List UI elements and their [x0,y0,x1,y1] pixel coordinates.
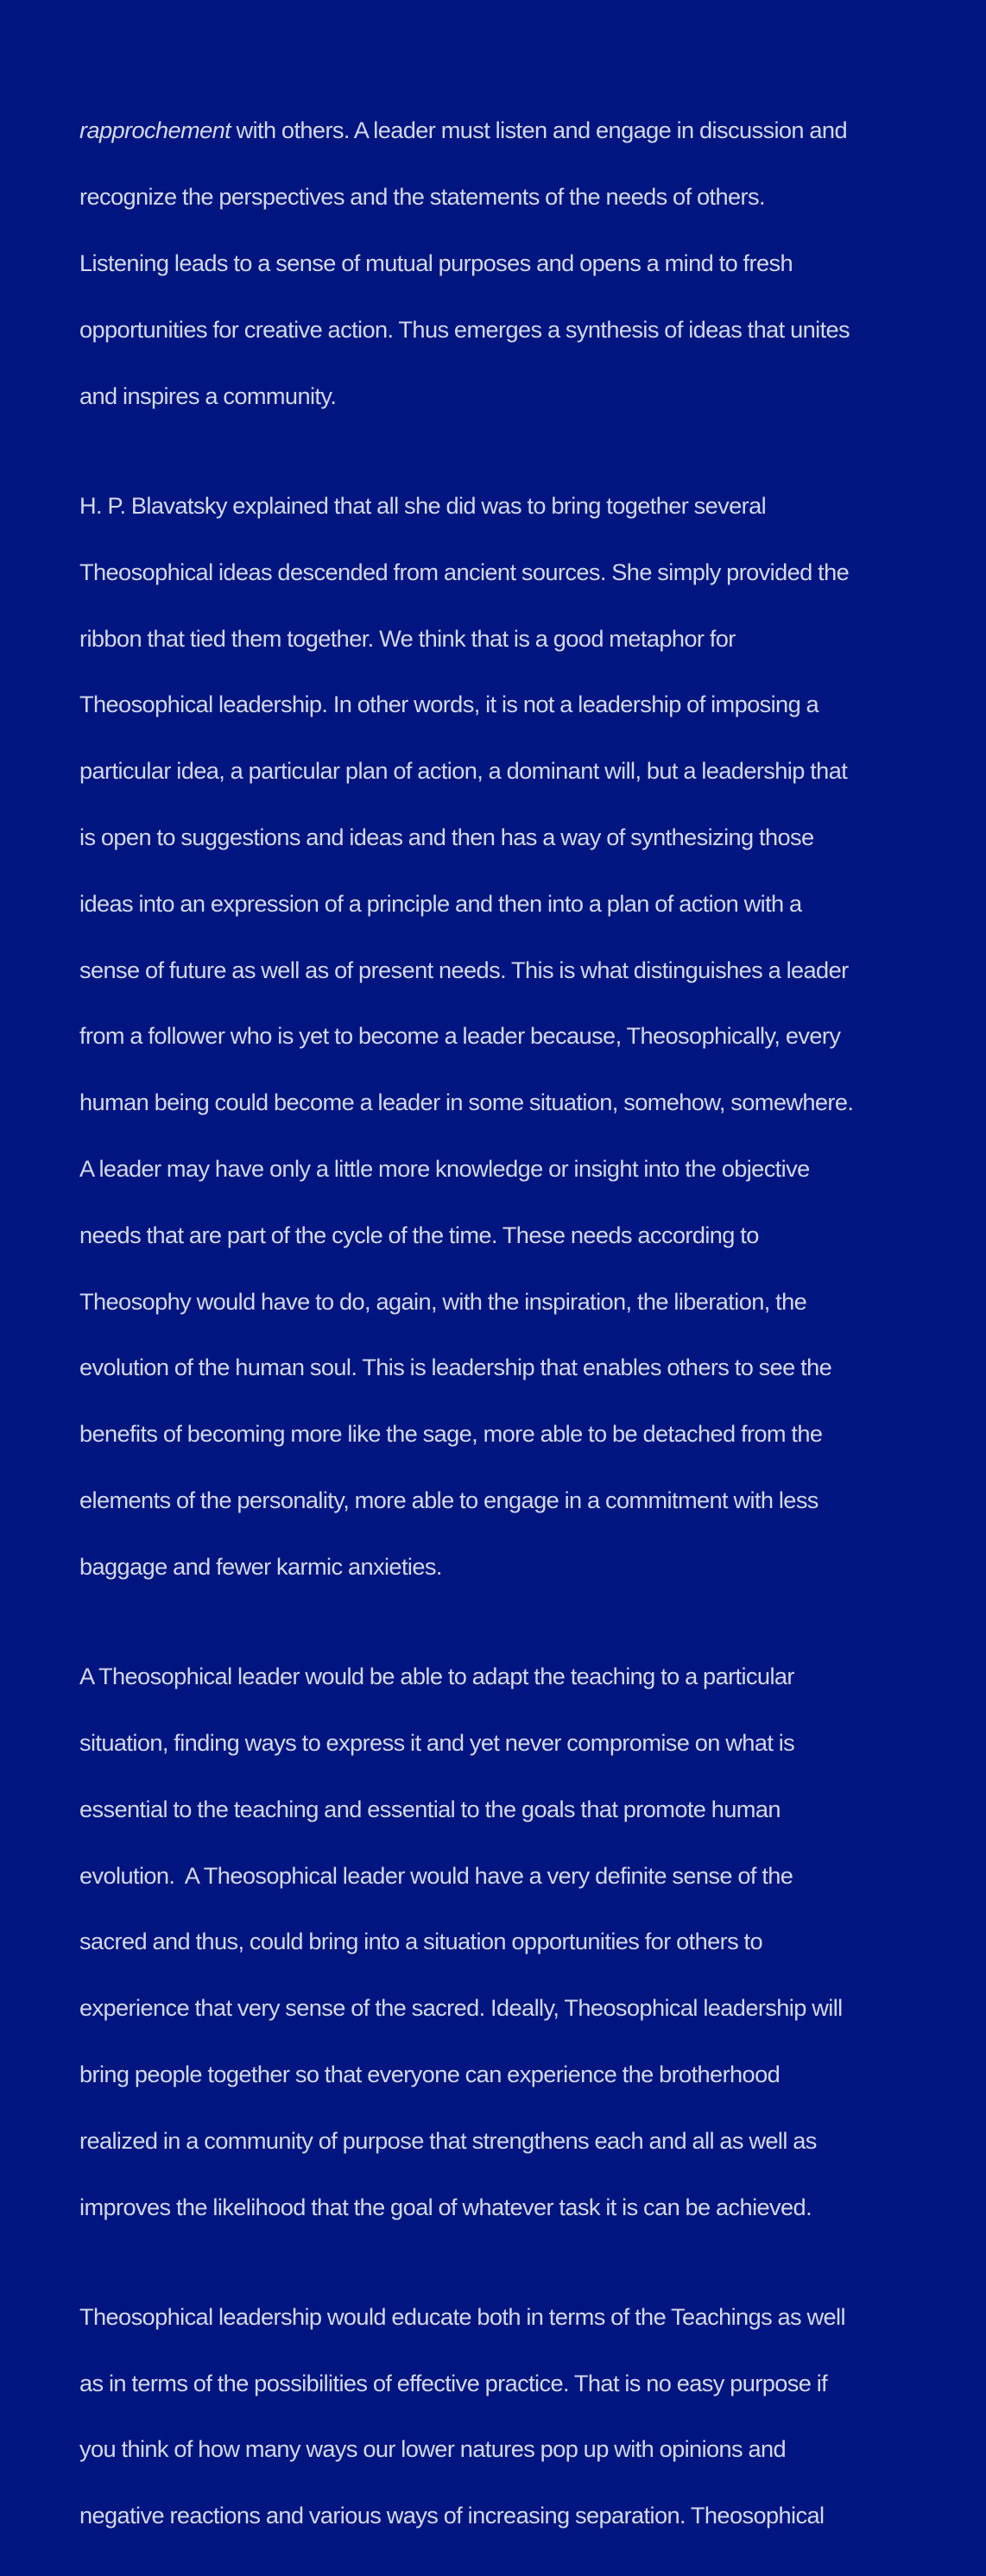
text-line: bring people together so that everyone can experience the brotherhood [79,2060,781,2087]
document-page [79,81,934,2576]
text-line: baggage and fewer karmic anxieties. [79,1552,442,1580]
text-line: Theosophy would have to do, again, with the inspiration, the liberation, the [79,1287,807,1315]
text-line: A Theosophical leader would be able to adapt the teaching to a particular [79,1663,794,1690]
text-line: Theosophical ideas descended from ancient sources. She simply provided the [79,558,850,585]
italic-term: rapprochement [79,117,231,144]
text-line: situation, finding ways to express it and yet never compromise on what is [79,1728,795,1756]
text-line: elements of the personality, more able to engage in a commitment with less [79,1487,819,1514]
paragraph-4 [79,2267,934,2566]
text-line: improves the likelihood that the goal of whatever task it is can be achieved. [79,2193,812,2220]
text-line: recognize the perspectives and the statements of the needs of others. [79,183,765,211]
text-line: human being could become a leader in some situation, somehow, somewhere. [79,1089,854,1116]
text-line: ribbon that tied them together. We think that is a good metaphor for [79,624,736,652]
text-line: is open to suggestions and ideas and then has a way of synthesizing those [79,823,814,850]
text-line: H. P. Blavatsky explained that all she did was to bring together several [79,491,767,519]
text-line: and inspires a community. [79,382,337,409]
text-line: benefits of becoming more like the sage, more able to be detached from the [79,1420,823,1448]
text-line: Theosophical leadership. In other words, it is not a leadership of imposing a [79,691,819,718]
paragraph-2 [79,456,934,1616]
text-line: sacred and thus, could bring into a situation opportunities for others to [79,1928,763,1955]
text-line: experience that very sense of the sacred. Ideally, Theosophical leadership will [79,1994,843,2022]
paragraph-3 [79,1627,934,2257]
text-line: needs that are part of the cycle of the time. These needs according to [79,1221,759,1248]
text-line: negative reactions and various ways of increasing separation. Theosophical [79,2502,825,2529]
text-line: Listening leads to a sense of mutual purposes and opens a mind to fresh [79,249,793,277]
text-line: rapprochement with others. A leader must listen and engage in discussion and [79,117,847,144]
text-line: Theosophical leadership would educate both in terms of the Teachings as well [79,2302,845,2330]
text-line: sense of future as well as of present needs. This is what distinguishes a leader [79,956,849,983]
text-line: from a follower who is yet to become a leader because, Theosophically, every [79,1022,841,1050]
text-line: evolution of the human soul. This is leadership that enables others to see the [79,1354,832,1381]
text-line: essential to the teaching and essential to the goals that promote human [79,1795,781,1822]
text-line: opportunities for creative action. Thus emerges a synthesis of ideas that unites [79,315,850,343]
text-line: you think of how many ways our lower natures pop up with opinions and [79,2435,787,2463]
paragraph-1 [79,81,934,445]
text-line: evolution. A Theosophical leader would have a very definite sense of the [79,1861,793,1889]
text-line: A leader may have only a little more knowledge or insight into the objective [79,1155,810,1182]
text-line: particular idea, a particular plan of action, a dominant will, but a leadership that [79,757,848,785]
text-line: realized in a community of purpose that strengthens each and all as well as [79,2126,817,2154]
text-line: as in terms of the possibilities of effective practice. That is no easy purpose if [79,2369,828,2396]
text-line: ideas into an expression of a principle and then into a plan of action with a [79,889,802,917]
